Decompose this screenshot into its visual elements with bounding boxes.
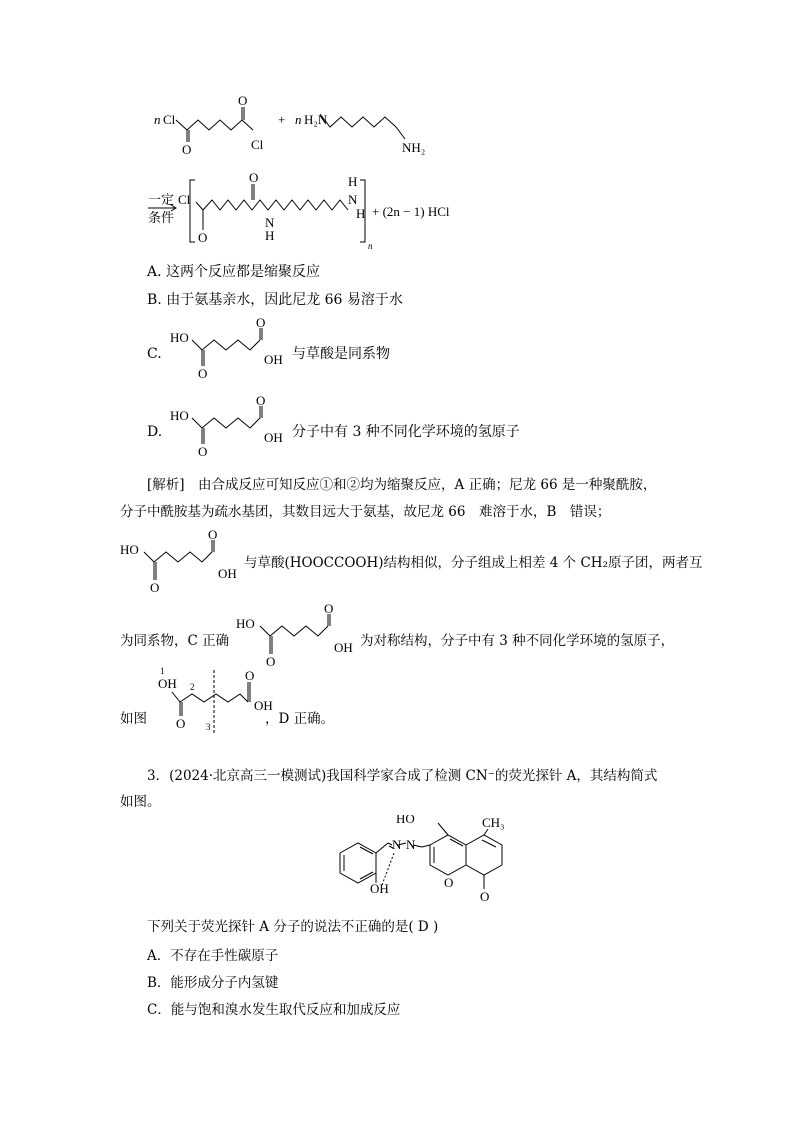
adipic-acid-structure: [170, 318, 290, 380]
poly-o2: O: [249, 170, 259, 185]
option-a: A. 这两个反应都是缩聚反应: [147, 264, 321, 280]
fluorescent-probe-structure: [318, 815, 508, 911]
condition-top: 一定: [148, 192, 175, 207]
svg-text:3: 3: [206, 722, 211, 732]
svg-text:N: N: [406, 837, 416, 852]
reaction-scheme: [140, 92, 500, 262]
svg-text:OH: OH: [370, 881, 389, 896]
svg-text:O: O: [176, 716, 186, 731]
svg-text:O: O: [266, 654, 276, 669]
poly-h1: H: [265, 228, 275, 243]
svg-text:O: O: [480, 889, 490, 904]
svg-text:OH: OH: [264, 352, 283, 367]
option-b: B. 由于氨基亲水，因此尼龙 66 易溶于水: [147, 292, 403, 308]
option-c-text: 与草酸是同系物: [292, 346, 390, 362]
question3-stem-1: 3．(2024·北京高三一模测试)我国科学家合成了检测 CN⁻的荧光探针 A，其结构简式: [147, 768, 658, 784]
svg-text:O: O: [245, 668, 255, 683]
svg-text:HO: HO: [120, 542, 139, 557]
svg-text:O: O: [150, 580, 160, 595]
svg-text:O: O: [198, 444, 208, 458]
poly-o1: O: [198, 230, 208, 245]
poly-h-end: H: [356, 206, 366, 221]
coef-n: n: [154, 112, 161, 127]
question3-option-a: A．不存在手性碳原子: [147, 948, 279, 964]
svg-text:O: O: [324, 604, 334, 616]
h2n: H₂N: [304, 112, 328, 127]
svg-text:HO: HO: [170, 330, 189, 345]
svg-text:HO: HO: [236, 616, 255, 631]
condition-bottom: 条件: [148, 210, 175, 225]
cl-left: Cl: [163, 112, 176, 127]
plus-sign: +: [278, 112, 286, 127]
adipic-acid-structure-analysis-2: [236, 604, 358, 670]
svg-text:HO: HO: [396, 815, 415, 826]
question3-stem-2: 如图。: [120, 794, 161, 810]
analysis-line-2: 分子中酰胺基为疏水基团，其数目远大于氨基，故尼龙 66 难溶于水，B 错误；: [120, 504, 611, 520]
cl-right: Cl: [251, 137, 264, 152]
option-d-label: D.: [147, 424, 163, 440]
svg-text:HO: HO: [170, 408, 189, 423]
svg-text:OH: OH: [334, 640, 353, 655]
question3-prompt: 下列关于荧光探针 A 分子的说法不正确的是( D ): [147, 919, 439, 935]
svg-text:O: O: [198, 366, 208, 380]
byproduct: + (2n − 1) HCl: [372, 204, 450, 219]
question3-option-b: B．能形成分子内氢键: [147, 975, 279, 991]
nh2: NH₂: [402, 140, 426, 155]
svg-text:2: 2: [190, 682, 195, 692]
analysis-line-4b: 为对称结构，分子中有 3 种不同化学环境的氢原子，: [360, 633, 675, 649]
analysis-line-4a: 为同系物，C 正确: [120, 633, 230, 649]
svg-text:OH: OH: [254, 698, 273, 713]
question3-option-c: C．能与饱和溴水发生取代反应和加成反应: [147, 1002, 401, 1018]
svg-text:O: O: [256, 396, 266, 408]
poly-n1: N: [265, 215, 275, 230]
product-cl: Cl: [178, 192, 191, 207]
option-d-text: 分子中有 3 种不同化学环境的氢原子: [292, 424, 520, 440]
o-bottom: O: [182, 142, 192, 157]
svg-text:O: O: [208, 530, 218, 542]
adipic-acid-structure-d: [170, 396, 290, 458]
subscript-n: n: [368, 241, 373, 251]
o-top: O: [238, 93, 248, 108]
svg-text:O: O: [444, 875, 454, 890]
analysis-line-1: [解析] 由合成反应可知反应①和②均为缩聚反应，A 正确；尼龙 66 是一种聚酰胺，: [147, 477, 657, 493]
svg-text:CH₃: CH₃: [482, 815, 505, 830]
option-c-label: C.: [147, 346, 162, 362]
svg-text:O: O: [256, 318, 266, 330]
svg-text:n: n: [295, 112, 302, 127]
analysis-line-5b: ，D 正确。: [265, 711, 335, 727]
svg-text:1: 1: [160, 666, 165, 676]
poly-n2: N: [348, 192, 358, 207]
poly-h2: H: [348, 174, 358, 189]
svg-text:OH: OH: [158, 676, 177, 691]
svg-text:OH: OH: [218, 566, 237, 581]
adipic-acid-structure-analysis: [120, 530, 242, 596]
svg-text:N: N: [392, 837, 402, 852]
analysis-line-3: 与草酸(HOOCCOOH)结构相似，分子组成上相差 4 个 CH₂原子团，两者互: [244, 555, 703, 571]
analysis-line-5a: 如图: [120, 711, 147, 727]
svg-text:OH: OH: [264, 430, 283, 445]
